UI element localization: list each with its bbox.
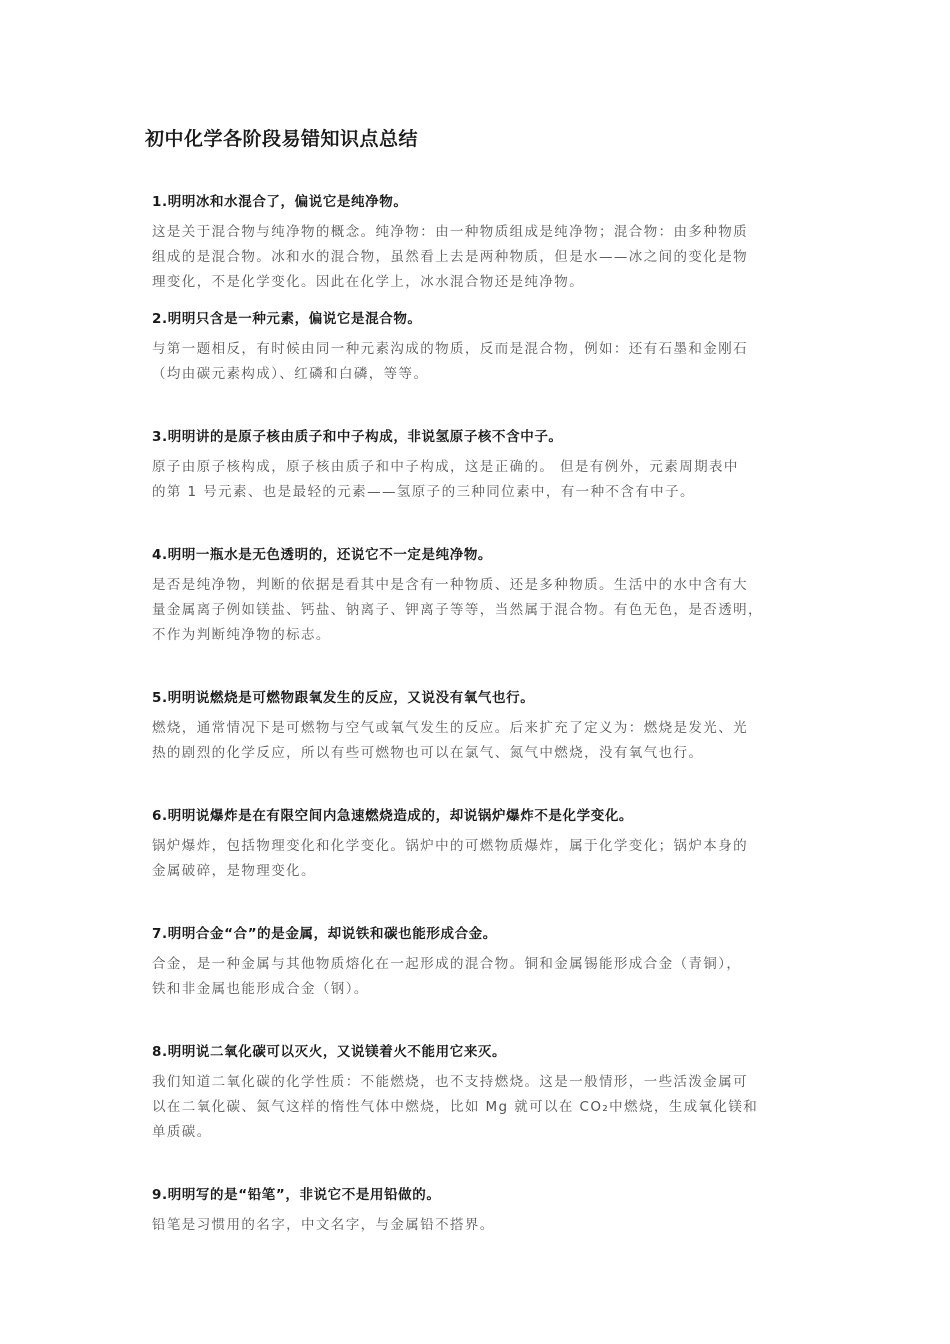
knowledge-point-explanation: [152, 220, 812, 295]
knowledge-point-title: 6.明明说爆炸是在有限空间内急速燃烧造成的，却说锅炉爆炸不是化学变化。: [152, 808, 634, 824]
knowledge-point-title: 3.明明讲的是原子核由质子和中子构成，非说氢原子核不含中子。: [152, 429, 563, 445]
explanation-line: 原子由原子核构成，原子核由质子和中子构成，这是正确的。 但是有例外，元素周期表中: [152, 459, 739, 475]
knowledge-point-explanation: [152, 455, 812, 505]
knowledge-point-4: [152, 545, 812, 648]
explanation-line: 量金属离子例如镁盐、钙盐、钠离子、钾离子等等，当然属于混合物。有色无色，是否透明，: [152, 602, 763, 618]
knowledge-point-explanation: [152, 1070, 812, 1145]
explanation-line: 这是关于混合物与纯净物的概念。纯净物：由一种物质组成是纯净物；混合物：由多种物质: [152, 224, 748, 240]
knowledge-point-title: 9.明明写的是“铅笔”，非说它不是用铅做的。: [152, 1187, 441, 1203]
explanation-line: 热的剧烈的化学反应，所以有些可燃物也可以在氯气、氮气中燃烧，没有氧气也行。: [152, 745, 704, 761]
explanation-line: （均由碳元素构成）、红磷和白磷，等等。: [152, 366, 429, 382]
knowledge-point-title: 7.明明合金“合”的是金属，却说铁和碳也能形成合金。: [152, 926, 497, 942]
knowledge-point-explanation: [152, 337, 812, 387]
explanation-line: 我们知道二氧化碳的化学性质：不能燃烧，也不支持燃烧。这是一般情形，一些活泼金属可: [152, 1074, 748, 1090]
explanation-line: 燃烧，通常情况下是可燃物与空气或氧气发生的反应。后来扩充了定义为：燃烧是发光、光: [152, 720, 748, 736]
explanation-line: 以在二氧化碳、氮气这样的惰性气体中燃烧，比如 Mg 就可以在 CO₂中燃烧，生成氧化镁和: [152, 1099, 759, 1115]
explanation-line: 组成的是混合物。冰和水的混合物，虽然看上去是两种物质，但是水——冰之间的变化是物: [152, 249, 748, 265]
knowledge-point-9: [152, 1185, 812, 1238]
knowledge-point-explanation: [152, 716, 812, 766]
explanation-line: 合金，是一种金属与其他物质熔化在一起形成的混合物。铜和金属锡能形成合金（青铜），: [152, 956, 742, 972]
knowledge-point-8: [152, 1042, 812, 1145]
knowledge-point-5: [152, 688, 812, 766]
knowledge-point-explanation: [152, 1213, 812, 1238]
explanation-line: 与第一题相反，有时候由同一种元素沟成的物质，反而是混合物，例如：还有石墨和金刚石: [152, 341, 748, 357]
knowledge-point-2: [152, 309, 812, 387]
document-title: 初中化学各阶段易错知识点总结: [145, 128, 419, 150]
knowledge-point-list: [152, 192, 812, 1238]
explanation-line: 锅炉爆炸，包括物理变化和化学变化。锅炉中的可燃物质爆炸，属于化学变化；锅炉本身的: [152, 838, 748, 854]
knowledge-point-title: 2.明明只含是一种元素，偏说它是混合物。: [152, 311, 422, 327]
explanation-line: 的第 1 号元素、也是最轻的元素——氢原子的三种同位素中，有一种不含有中子。: [152, 484, 695, 500]
knowledge-point-7: [152, 924, 812, 1002]
knowledge-point-3: [152, 427, 812, 505]
explanation-line: 理变化，不是化学变化。因此在化学上，冰水混合物还是纯净物。: [152, 274, 585, 290]
explanation-line: 金属破碎，是物理变化。: [152, 863, 316, 879]
knowledge-point-6: [152, 806, 812, 884]
explanation-line: 单质碳。: [152, 1124, 212, 1140]
knowledge-point-title: 5.明明说燃烧是可燃物跟氧发生的反应，又说没有氧气也行。: [152, 690, 535, 706]
knowledge-point-title: 8.明明说二氧化碳可以灭火，又说镁着火不能用它来灭。: [152, 1044, 507, 1060]
explanation-line: 是否是纯净物，判断的依据是看其中是含有一种物质、还是多种物质。生活中的水中含有大: [152, 577, 748, 593]
knowledge-point-explanation: [152, 573, 812, 648]
knowledge-point-1: [152, 192, 812, 295]
knowledge-point-title: 4.明明一瓶水是无色透明的，还说它不一定是纯净物。: [152, 547, 493, 563]
knowledge-point-title: 1.明明冰和水混合了，偏说它是纯净物。: [152, 194, 408, 210]
explanation-line: 不作为判断纯净物的标志。: [152, 627, 331, 643]
knowledge-point-explanation: [152, 952, 812, 1002]
explanation-line: 铁和非金属也能形成合金（钢）。: [152, 981, 369, 997]
explanation-line: 铅笔是习惯用的名字，中文名字，与金属铅不搭界。: [152, 1217, 495, 1233]
knowledge-point-explanation: [152, 834, 812, 884]
